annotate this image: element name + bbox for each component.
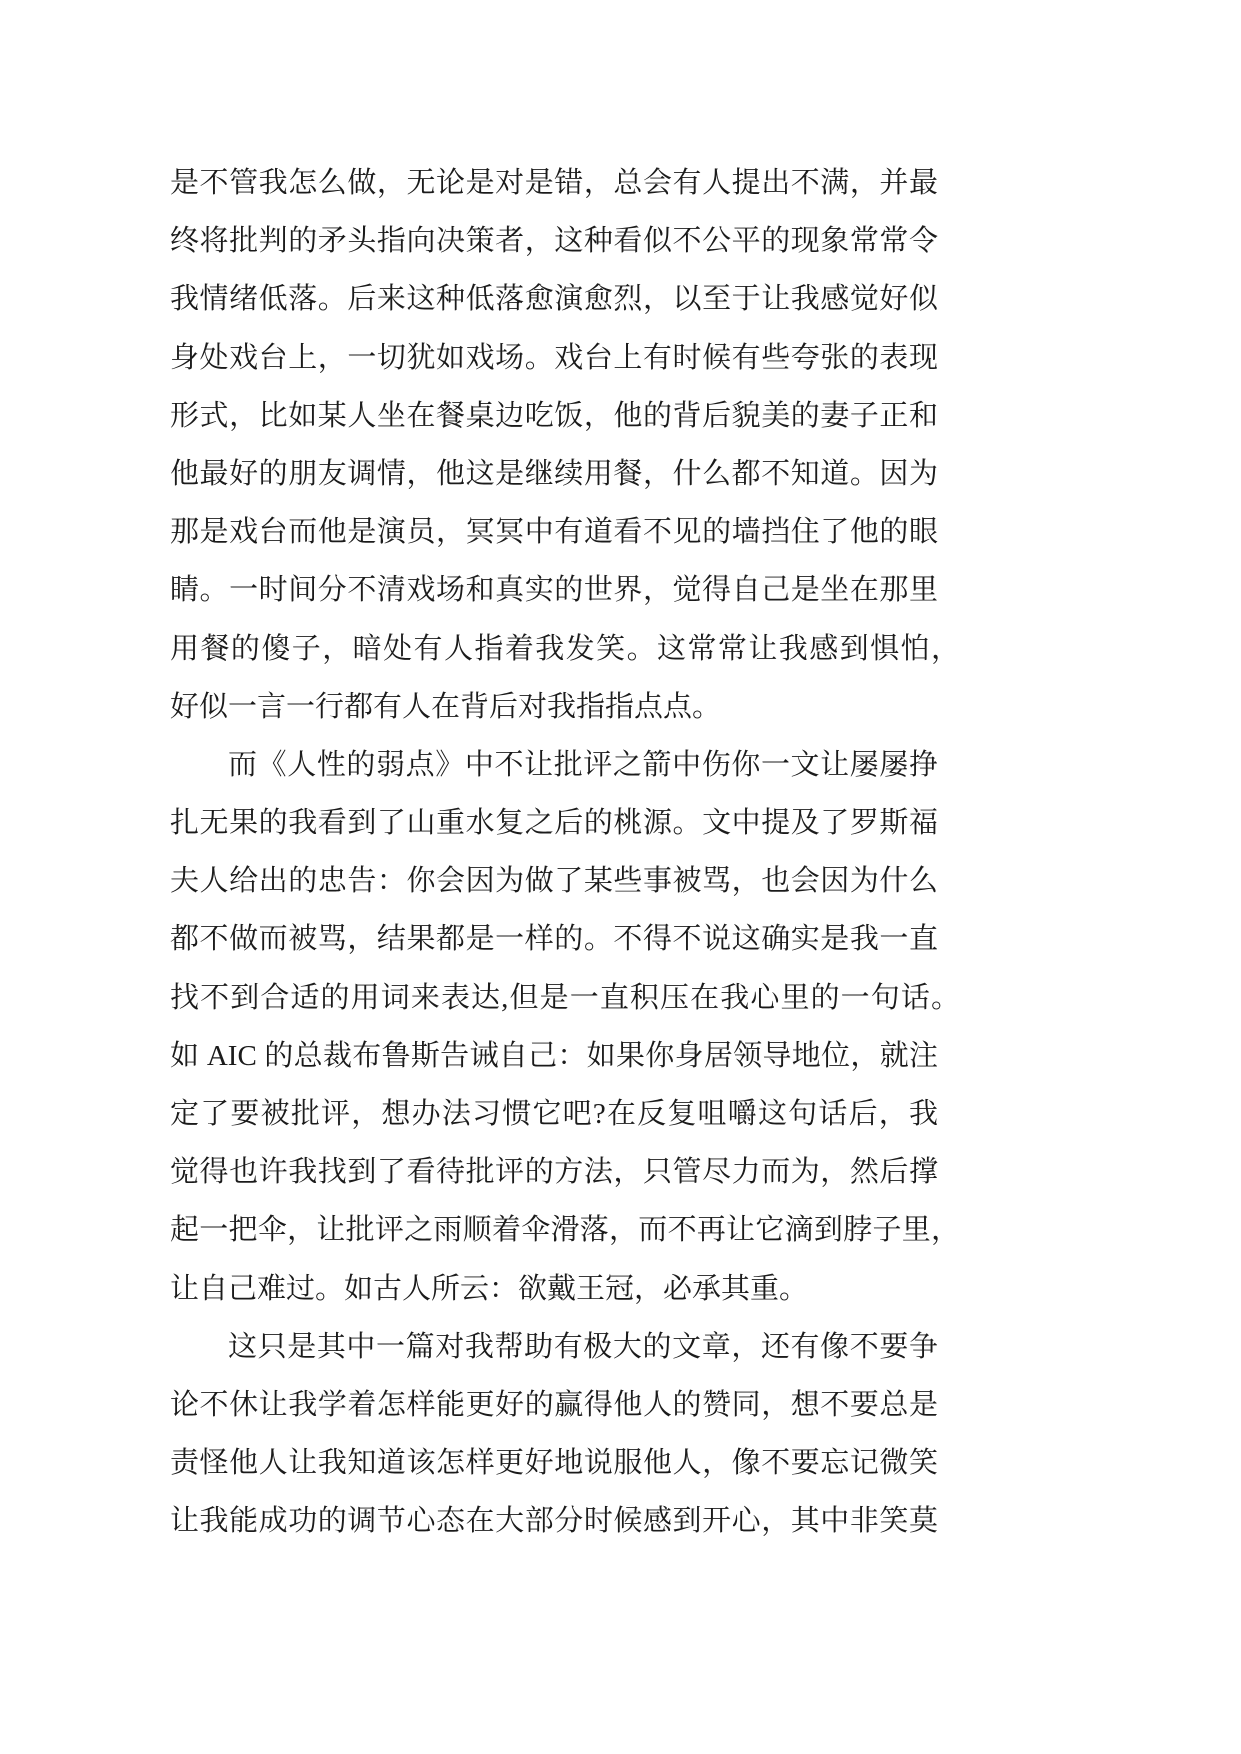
text-line: 而《人性的弱点》中不让批评之箭中伤你一文让屡屡挣 bbox=[228, 748, 938, 781]
text-line: 形式，比如某人坐在餐桌边吃饭，他的背后貌美的妻子正和 bbox=[170, 399, 938, 432]
text-line: 起一把伞，让批评之雨顺着伞滑落，而不再让它滴到脖子里， bbox=[170, 1214, 960, 1247]
text-line: 让我能成功的调节心态在大部分时候感到开心，其中非笑莫 bbox=[170, 1505, 938, 1538]
text-line: 夫人给出的忠告：你会因为做了某些事被骂，也会因为什么 bbox=[170, 865, 938, 898]
text-line: 是不管我怎么做，无论是对是错，总会有人提出不满，并最 bbox=[170, 167, 938, 199]
text-line: 身处戏台上，一切犹如戏场。戏台上有时候有些夸张的表现 bbox=[170, 341, 938, 374]
text-line: 定了要被批评，想办法习惯它吧?在反复咀嚼这句话后，我 bbox=[170, 1098, 938, 1130]
text-line: 终将批判的矛头指向决策者，这种看似不公平的现象常常令 bbox=[170, 225, 938, 258]
text-line: 用餐的傻子，暗处有人指着我发笑。这常常让我感到惧怕， bbox=[170, 632, 960, 665]
text-line: 扎无果的我看到了山重水复之后的桃源。文中提及了罗斯福 bbox=[170, 807, 938, 840]
paragraph-1 bbox=[170, 154, 970, 736]
text-line: 责怪他人让我知道该怎样更好地说服他人，像不要忘记微笑 bbox=[170, 1447, 938, 1480]
text-line: 都不做而被骂，结果都是一样的。不得不说这确实是我一直 bbox=[170, 923, 938, 956]
paragraph-3 bbox=[170, 1318, 970, 1551]
text-line: 那是戏台而他是演员，冥冥中有道看不见的墙挡住了他的眼 bbox=[170, 516, 938, 549]
text-line: 我情绪低落。后来这种低落愈演愈烈，以至于让我感觉好似 bbox=[170, 283, 938, 316]
text-line: 如 AIC 的总裁布鲁斯告诫自己：如果你身居领导地位，就注 bbox=[170, 1039, 938, 1072]
text-line: 觉得也许我找到了看待批评的方法，只管尽力而为，然后撑 bbox=[170, 1156, 938, 1189]
text-line: 论不休让我学着怎样能更好的赢得他人的赞同，想不要总是 bbox=[170, 1388, 938, 1421]
text-line: 睛。一时间分不清戏场和真实的世界，觉得自己是坐在那里 bbox=[170, 574, 938, 607]
document-body bbox=[170, 154, 970, 1551]
text-line: 他最好的朋友调情，他这是继续用餐，什么都不知道。因为 bbox=[170, 457, 938, 490]
paragraph-2 bbox=[170, 736, 970, 1318]
text-line: 好似一言一行都有人在背后对我指指点点。 bbox=[170, 690, 722, 723]
text-line: 找不到合适的用词来表达,但是一直积压在我心里的一句话。 bbox=[170, 981, 960, 1014]
text-line: 这只是其中一篇对我帮助有极大的文章，还有像不要争 bbox=[228, 1330, 938, 1363]
text-line: 让自己难过。如古人所云：欲戴王冠，必承其重。 bbox=[170, 1272, 809, 1305]
